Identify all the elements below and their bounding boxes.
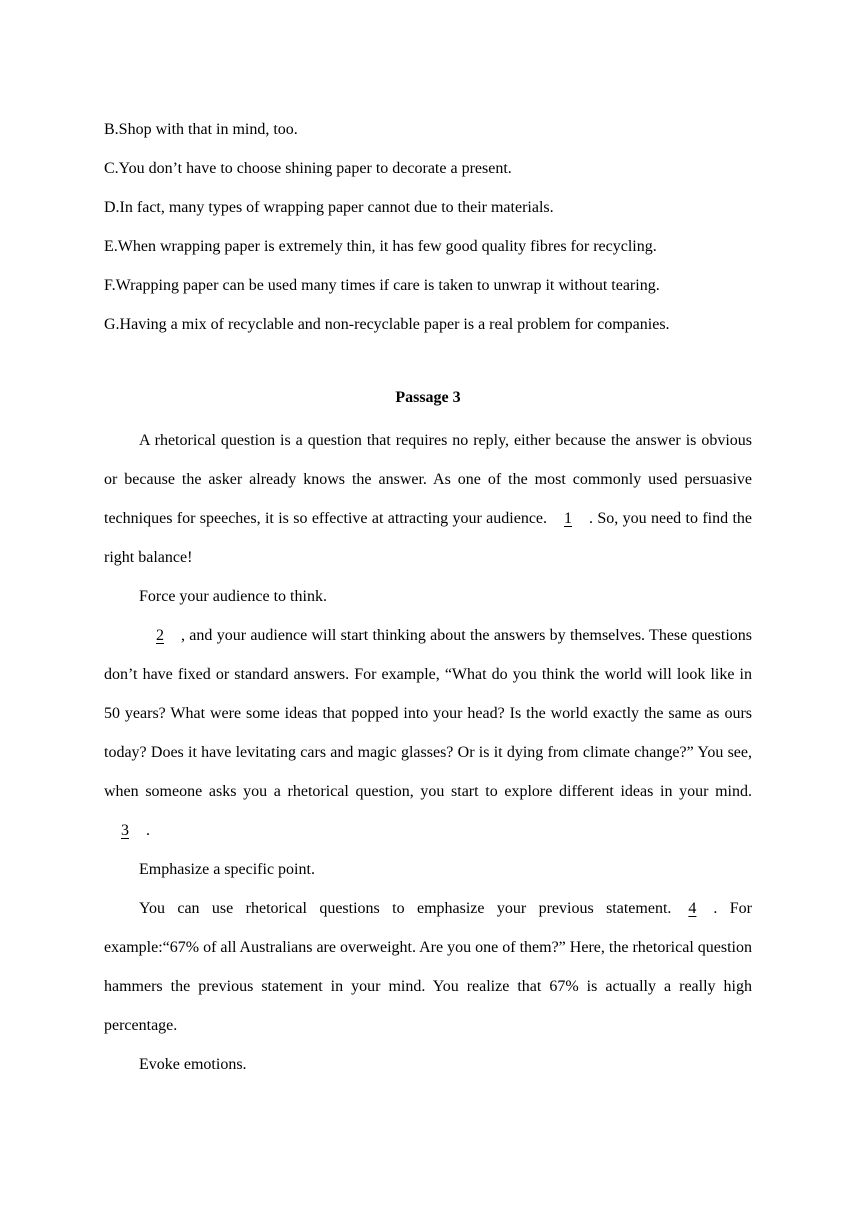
option-d: D.In fact, many types of wrapping paper cannot due to their materials. [104,199,554,216]
option-g: G.Having a mix of recyclable and non-recyclable paper is a real problem for companies. [104,316,670,333]
option-b: B.Shop with that in mind, too. [104,121,298,138]
blank-4: 4 [688,900,697,917]
option-c: C.You don’t have to choose shining paper to decorate a present. [104,160,512,177]
paragraph-text: . So, you need to find the right balance! [104,510,752,566]
subheading-emphasize: Emphasize a specific point. [139,861,315,878]
paragraph-text: , and your audience will start thinking about the answers by themselves. These questions don’t have fixed or standard answers. For example, “What do you think the world will look like in 50 years? What were some ideas that popped into your head? Is the world exactly the same as ours today? Does it have levitating cars and magic glasses? Or is it dying from climate change?” You see, when someone asks you a rhetorical question, you start to explore different ideas in your mind. [104,627,752,800]
option-f: F.Wrapping paper can be used many times if care is taken to unwrap it without tearing. [104,277,660,294]
paragraph-text: You can use rhetorical questions to emphasize your previous statement. [139,900,672,917]
passage-title: Passage 3 [395,389,461,406]
blank-2: 2 [156,627,164,644]
passage-3 [104,382,752,1084]
paragraph-text: . [146,822,150,839]
blank-1: 1 [564,510,573,527]
answer-options [104,110,764,344]
blank-3: 3 [121,822,129,839]
paragraph-text: . For example:“67% of all Australians are overweight. Are you one of them?” Here, the rhetorical question hammers the previous statement in your mind. You realize that 67% is actually a really high percentage. [104,900,752,1034]
paragraph-text: A rhetorical question is a question that requires no reply, either because the answer is obvious or because the asker already knows the answer. As one of the most commonly used persuasive techniques for speeches, it is so effective at attracting your audience. [104,432,752,527]
subheading-evoke-emotions: Evoke emotions. [139,1056,247,1073]
paragraph-force-think [104,616,752,850]
paragraph-intro [104,421,752,577]
paragraph-emphasize [104,889,752,1045]
subheading-force-think: Force your audience to think. [139,588,327,605]
option-e: E.When wrapping paper is extremely thin, it has few good quality fibres for recycling. [104,238,657,255]
